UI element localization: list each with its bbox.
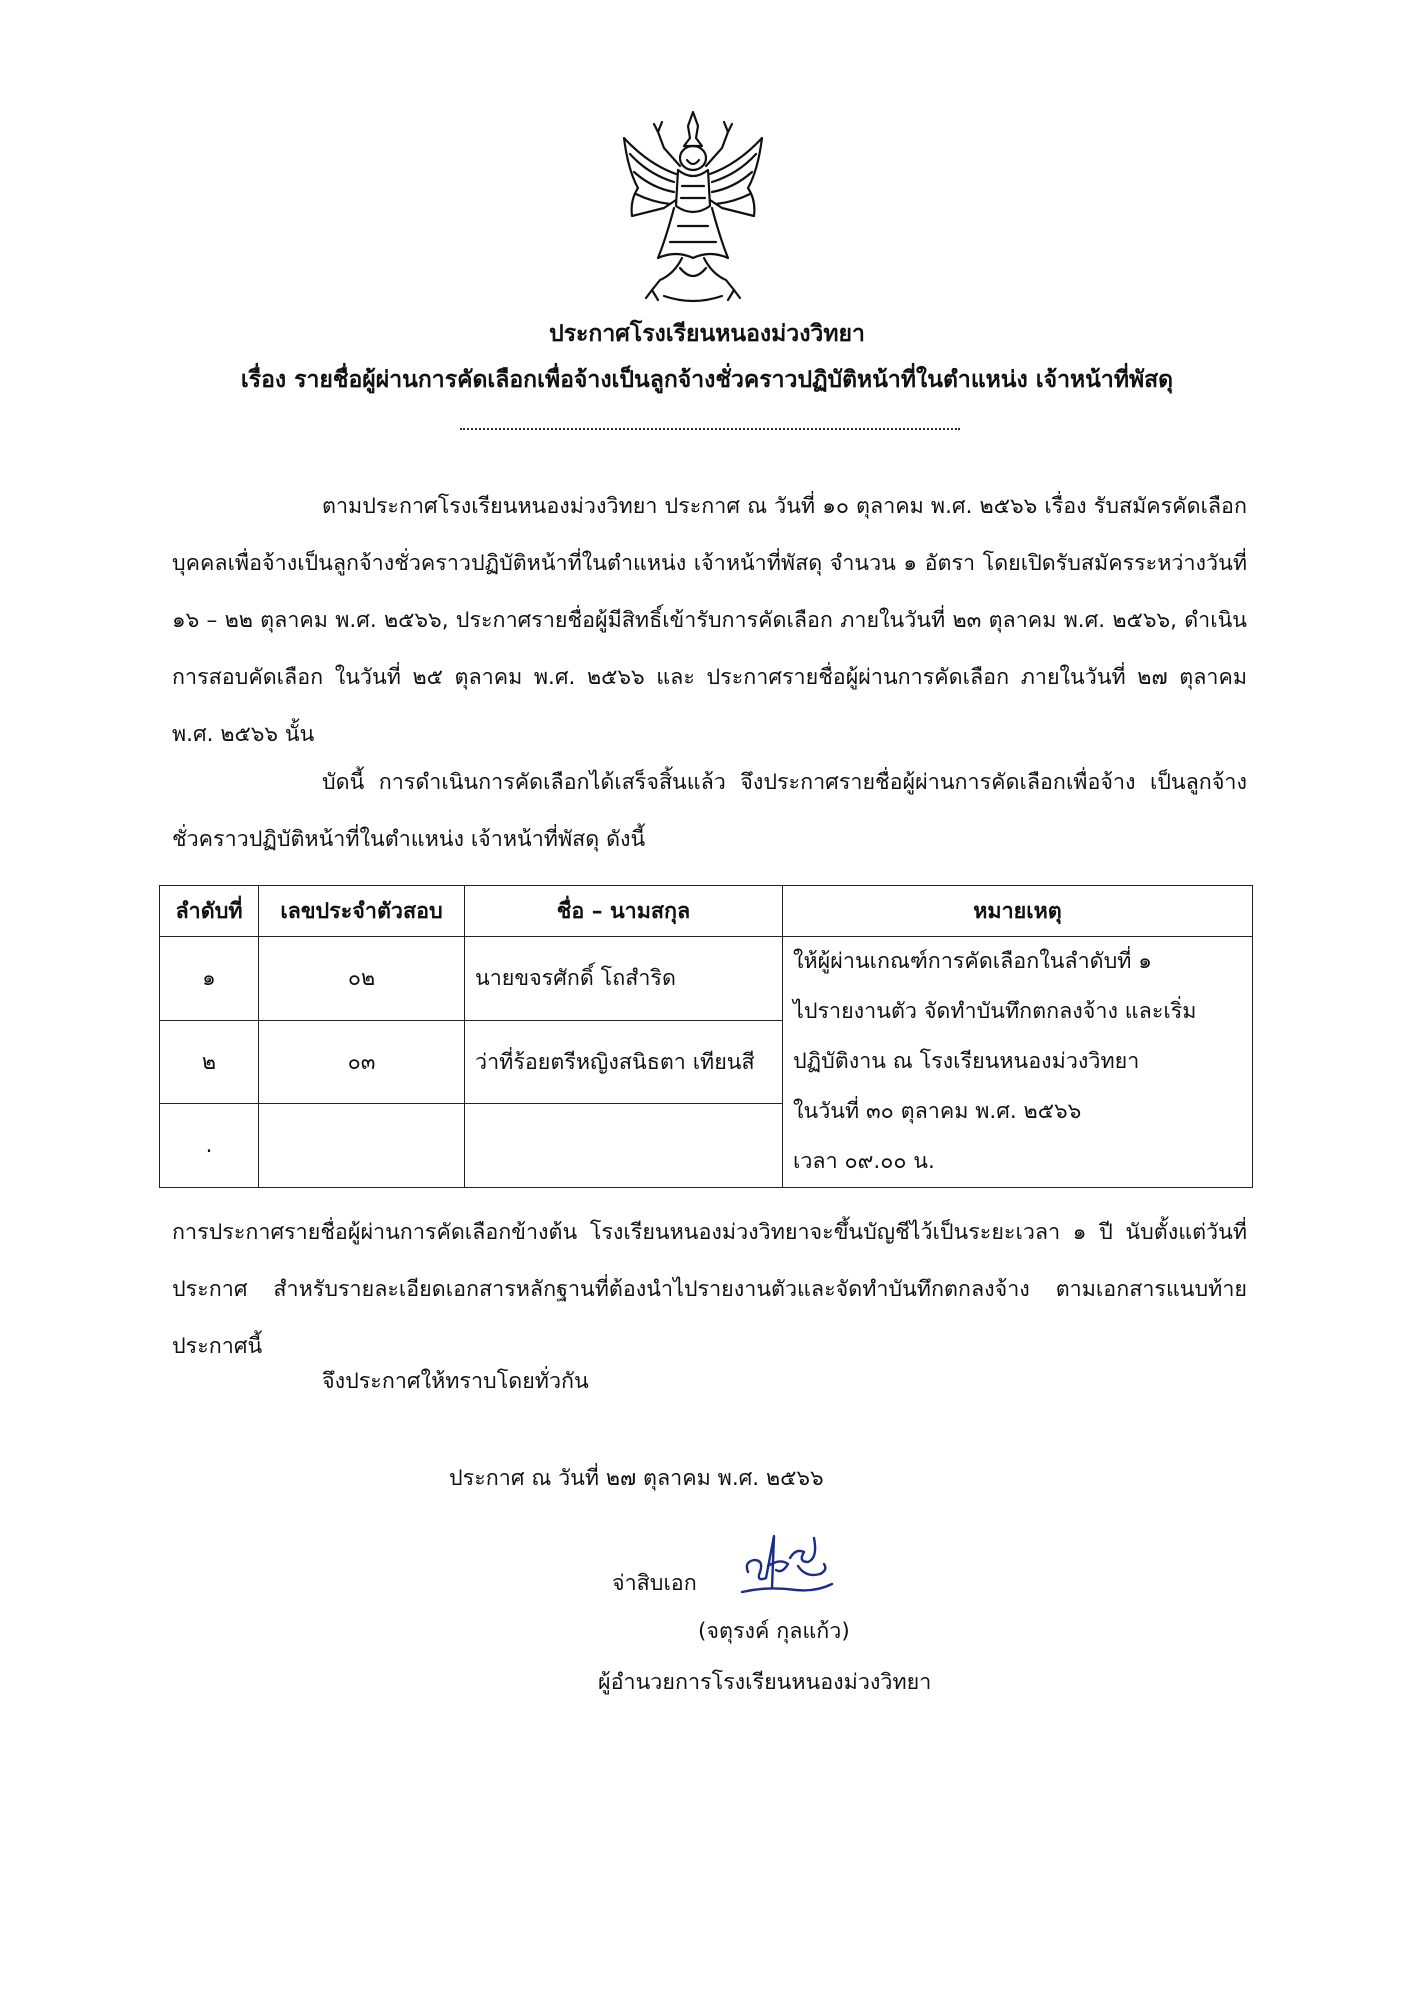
closing-statement: จึงประกาศให้ทราบโดยทั่วกัน [322,1369,589,1394]
body-paragraph-3: การประกาศรายชื่อผู้ผ่านการคัดเลือกข้างต้น โรงเรียนหนองม่วงวิทยาจะขึ้นบัญชีไว้เป็นระยะเวลา ๑ ปี นับตั้งแต่วันที่ประกาศ สำหรับรายละเอียดเอกสารหลักฐานที่ต้องนำไปรายงานตัวและจัดทำบันทึกตกลงจ้าง ตามเอกสารแนบท้ายประกาศนี้ [172,1220,1247,1359]
table-header-row [160,886,1253,937]
column-header-no: ลำดับที่ [160,886,259,937]
column-header-exam-id: เลขประจำตัวสอบ [259,886,465,937]
body-paragraph-1: ตามประกาศโรงเรียนหนองม่วงวิทยา ประกาศ ณ วันที่ ๑๐ ตุลาคม พ.ศ. ๒๕๖๖ เรื่อง รับสมัครคัดเลือกบุคคลเพื่อจ้างเป็นลูกจ้างชั่วคราวปฏิบัติหน้าที่ในตำแหน่ง เจ้าหน้าที่พัสดุ จำนวน ๑ อัตรา โดยเปิดรับสมัครระหว่างวันที่ ๑๖ – ๒๒ ตุลาคม พ.ศ. ๒๕๖๖, ประกาศรายชื่อผู้มีสิทธิ์เข้ารับการคัดเลือก ภายในวันที่ ๒๓ ตุลาคม พ.ศ. ๒๕๖๖, ดำเนินการสอบคัดเลือก ในวันที่ ๒๕ ตุลาคม พ.ศ. ๒๕๖๖ และ ประกาศรายชื่อผู้ผ่านการคัดเลือก ภายในวันที่ ๒๗ ตุลาคม พ.ศ. ๒๕๖๖ นั้น [172,494,1247,747]
body-paragraph-2: บัดนี้ การดำเนินการคัดเลือกได้เสร็จสิ้นแล้ว จึงประกาศรายชื่อผู้ผ่านการคัดเลือกเพื่อจ้าง เป็นลูกจ้างชั่วคราวปฏิบัติหน้าที่ในตำแหน่ง เจ้าหน้าที่พัสดุ ดังนี้ [172,770,1247,852]
candidate-name [465,1104,783,1188]
remark-line: เวลา ๐๙.๐๐ น. [793,1149,935,1174]
result-table [159,885,1253,1188]
row-number: ๑ [160,937,259,1021]
signer-name: (จตุรงค์ กุลแก้ว) [698,1619,850,1644]
row-number: ๒ [160,1020,259,1104]
dotted-divider [460,418,960,430]
candidate-name: นายขจรศักดิ์ โถสำริด [465,937,783,1021]
garuda-emblem-icon [618,108,768,308]
announcement-date: ประกาศ ณ วันที่ ๒๗ ตุลาคม พ.ศ. ๒๕๖๖ [449,1466,824,1491]
column-header-name: ชื่อ – นามสกุล [465,886,783,937]
exam-id: ๐๓ [259,1020,465,1104]
remark-cell [783,937,1253,1188]
signer-position: ผู้อำนวยการโรงเรียนหนองม่วงวิทยา [598,1670,932,1695]
remark-line: ปฏิบัติงาน ณ โรงเรียนหนองม่วงวิทยา [793,1049,1140,1074]
remark-line: ให้ผู้ผ่านเกณฑ์การคัดเลือกในลำดับที่ ๑ [793,949,1152,974]
exam-id: ๐๒ [259,937,465,1021]
remark-line: ไปรายงานตัว จัดทำบันทึกตกลงจ้าง และเริ่ม [793,999,1197,1024]
row-number: . [160,1104,259,1188]
exam-id [259,1104,465,1188]
column-header-remark: หมายเหตุ [783,886,1253,937]
handwritten-signature [738,1528,838,1603]
candidate-name: ว่าที่ร้อยตรีหญิงสนิธตา เทียนสี [465,1020,783,1104]
remark-line: ในวันที่ ๓๐ ตุลาคม พ.ศ. ๒๕๖๖ [793,1099,1082,1124]
announcement-title: ประกาศโรงเรียนหนองม่วงวิทยา [549,321,865,347]
signer-rank: จ่าสิบเอก [612,1571,697,1596]
announcement-subject: เรื่อง รายชื่อผู้ผ่านการคัดเลือกเพื่อจ้างเป็นลูกจ้างชั่วคราวปฏิบัติหน้าที่ในตำแหน่ง เจ้าหน้าที่พัสดุ [240,367,1174,393]
table-row [160,937,1253,1021]
